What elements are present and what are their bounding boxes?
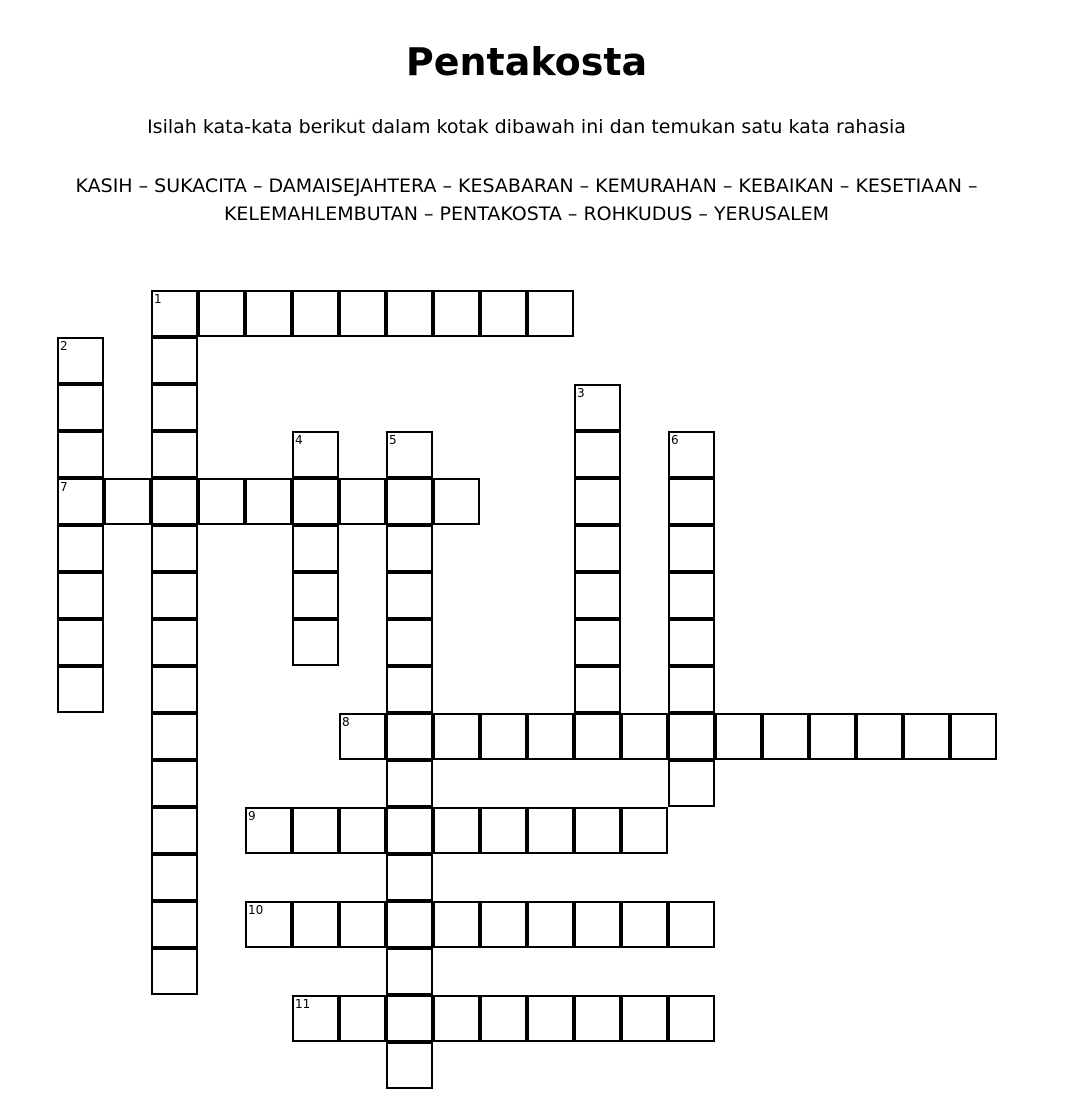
crossword-cell[interactable] [339,807,386,854]
crossword-cell[interactable] [292,431,339,478]
crossword-cell[interactable] [950,713,997,760]
crossword-cell[interactable] [527,713,574,760]
crossword-cell[interactable] [715,713,762,760]
crossword-cell[interactable] [433,901,480,948]
crossword-cell[interactable] [574,807,621,854]
crossword-cell[interactable] [339,901,386,948]
crossword-cell[interactable] [57,619,104,666]
clue-number: 2 [60,339,68,353]
crossword-cell[interactable] [433,713,480,760]
crossword-cell[interactable] [386,290,433,337]
word-list-line-1: KASIH – SUKACITA – DAMAISEJAHTERA – KESABARAN – KEMURAHAN – KEBAIKAN – KESETIAAN – [75,175,978,197]
crossword-cell[interactable] [574,478,621,525]
crossword-cell[interactable] [339,290,386,337]
crossword-cell[interactable] [668,525,715,572]
crossword-cell[interactable] [433,290,480,337]
crossword-cell[interactable] [574,384,621,431]
crossword-cell[interactable] [57,572,104,619]
crossword-cell[interactable] [668,713,715,760]
clue-number: 9 [248,809,256,823]
crossword-cell[interactable] [386,525,433,572]
crossword-cell[interactable] [621,807,668,854]
crossword-cell[interactable] [527,995,574,1042]
crossword-cell[interactable] [292,995,339,1042]
crossword-cell[interactable] [668,995,715,1042]
crossword-cell[interactable] [245,901,292,948]
crossword-cell[interactable] [386,854,433,901]
crossword-cell[interactable] [386,619,433,666]
crossword-cell[interactable] [339,478,386,525]
crossword-cell[interactable] [151,384,198,431]
crossword-cell[interactable] [151,713,198,760]
crossword-cell[interactable] [386,901,433,948]
crossword-cell[interactable] [198,290,245,337]
crossword-cell[interactable] [903,713,950,760]
crossword-cell[interactable] [292,619,339,666]
clue-number: 8 [342,715,350,729]
clue-number: 10 [248,903,264,917]
crossword-cell[interactable] [151,807,198,854]
crossword-cell[interactable] [151,525,198,572]
crossword-cell[interactable] [57,431,104,478]
crossword-cell[interactable] [762,713,809,760]
crossword-cell[interactable] [245,807,292,854]
crossword-cell[interactable] [574,666,621,713]
clue-number: 5 [389,433,397,447]
clue-number: 3 [577,386,585,400]
crossword-cell[interactable] [386,995,433,1042]
crossword-cell[interactable] [198,478,245,525]
crossword-cell[interactable] [574,619,621,666]
crossword-cell[interactable] [527,290,574,337]
crossword-cell[interactable] [574,525,621,572]
crossword-cell[interactable] [668,619,715,666]
crossword-cell[interactable] [386,1042,433,1089]
crossword-cell[interactable] [386,666,433,713]
crossword-cell[interactable] [433,807,480,854]
crossword-cell[interactable] [574,572,621,619]
clue-number: 11 [295,997,311,1011]
crossword-cell[interactable] [292,572,339,619]
crossword-cell[interactable] [621,901,668,948]
crossword-cell[interactable] [480,713,527,760]
crossword-cell[interactable] [292,478,339,525]
crossword-cell[interactable] [104,478,151,525]
crossword-cell[interactable] [480,807,527,854]
crossword-cell[interactable] [668,572,715,619]
crossword-cell[interactable] [151,572,198,619]
instruction-text: Isilah kata-kata berikut dalam kotak dibawah ini dan temukan satu kata rahasia [147,116,906,138]
crossword-cell[interactable] [151,478,198,525]
crossword-cell[interactable] [151,619,198,666]
crossword-cell[interactable] [668,431,715,478]
crossword-cell[interactable] [433,478,480,525]
crossword-cell[interactable] [151,901,198,948]
crossword-cell[interactable] [574,713,621,760]
crossword-cell[interactable] [574,431,621,478]
crossword-cell[interactable] [57,337,104,384]
crossword-cell[interactable] [621,995,668,1042]
crossword-cell[interactable] [480,901,527,948]
crossword-cell[interactable] [57,384,104,431]
clue-number: 1 [154,292,162,306]
crossword-cell[interactable] [292,290,339,337]
crossword-cell[interactable] [57,525,104,572]
page-title: Pentakosta [405,40,648,84]
crossword-cell[interactable] [245,290,292,337]
crossword-cell[interactable] [151,337,198,384]
crossword-cell[interactable] [57,666,104,713]
crossword-cell[interactable] [668,760,715,807]
crossword-cell[interactable] [339,995,386,1042]
crossword-cell[interactable] [480,290,527,337]
crossword-cell[interactable] [574,901,621,948]
crossword-cell[interactable] [151,290,198,337]
crossword-cell[interactable] [386,713,433,760]
crossword-cell[interactable] [386,572,433,619]
crossword-cell[interactable] [386,807,433,854]
crossword-cell[interactable] [339,713,386,760]
crossword-cell[interactable] [57,478,104,525]
crossword-cell[interactable] [668,478,715,525]
crossword-cell[interactable] [621,713,668,760]
crossword-cell[interactable] [386,760,433,807]
crossword-cell[interactable] [151,666,198,713]
word-list [0,172,1053,228]
crossword-cell[interactable] [292,807,339,854]
crossword-cell[interactable] [151,854,198,901]
crossword-cell[interactable] [386,478,433,525]
crossword-cell[interactable] [668,901,715,948]
crossword-cell[interactable] [527,901,574,948]
crossword-cell[interactable] [386,431,433,478]
crossword-cell[interactable] [574,995,621,1042]
clue-number: 7 [60,480,68,494]
crossword-cell[interactable] [151,431,198,478]
crossword-cell[interactable] [292,901,339,948]
crossword-cell[interactable] [668,666,715,713]
crossword-cell[interactable] [527,807,574,854]
crossword-cell[interactable] [480,995,527,1042]
crossword-cell[interactable] [809,713,856,760]
clue-number: 6 [671,433,679,447]
crossword-cell[interactable] [245,478,292,525]
word-list-line-2: KELEMAHLEMBUTAN – PENTAKOSTA – ROHKUDUS – YERUSALEM [223,203,830,225]
crossword-cell[interactable] [292,525,339,572]
crossword-cell[interactable] [386,948,433,995]
crossword-cell[interactable] [856,713,903,760]
crossword-cell[interactable] [151,760,198,807]
crossword-cell[interactable] [151,948,198,995]
crossword-cell[interactable] [433,995,480,1042]
clue-number: 4 [295,433,303,447]
